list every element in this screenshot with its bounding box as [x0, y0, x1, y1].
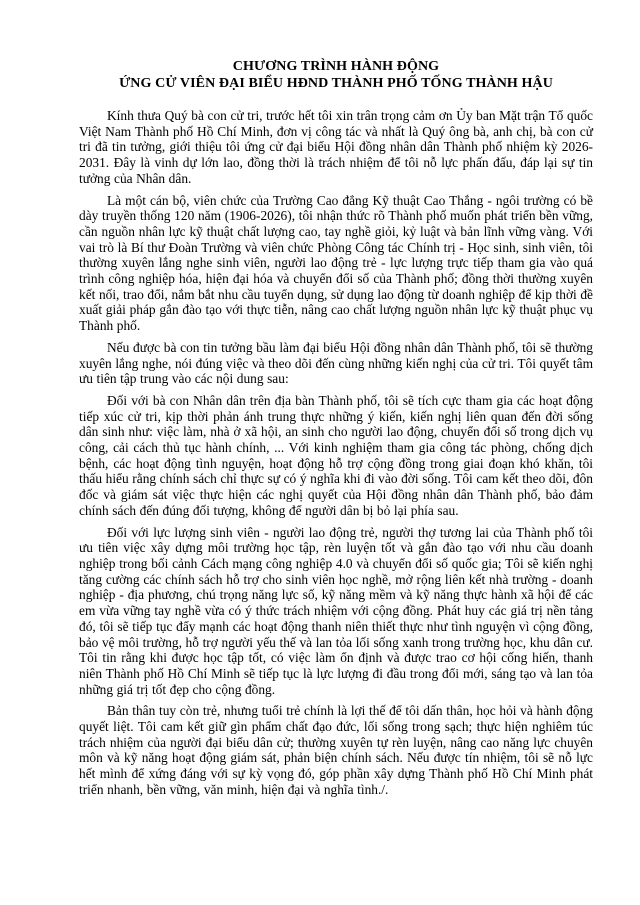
paragraph-citizens: Đối với bà con Nhân dân trên địa bàn Thành phố, tôi sẽ tích cực tham gia các hoạt động tiếp xúc cử tri, kịp thời phản ánh trung thực những ý kiến, kiến nghị liên quan đến đời sống dân sinh như: việc làm, nhà ở xã hội, an sinh cho người lao động, chuyển đổi số trong dịch vụ công, cải cách thủ tục hành chính, ... Với kinh nghiệm tham gia công tác phòng, chống dịch bệnh, các hoạt động tình nguyện, hoạt động hỗ trợ cộng đồng trong giai đoạn khó khăn, tôi thấu hiểu rằng chính sách chỉ thực sự có ý nghĩa khi đi vào đời sống. Tôi cam kết theo dõi, đôn đốc và giám sát việc thực hiện các nghị quyết của Hội đồng nhân dân Thành phố, bảo đảm chính sách đến đúng đối tượng, không để người dân bị bỏ lại phía sau. [79, 392, 593, 518]
document-title [79, 58, 593, 92]
paragraph-closing: Bản thân tuy còn trẻ, nhưng tuổi trẻ chính là lợi thế để tôi dấn thân, học hỏi và hành động quyết liệt. Tôi cam kết giữ gìn phẩm chất đạo đức, lối sống trong sạch; thực hiện nghiêm túc trách nhiệm của người đại biểu dân cử; thường xuyên tự rèn luyện, nâng cao năng lực chuyên môn và kỹ năng hoạt động giám sát, phản biện chính sách. Nếu được tín nhiệm, tôi sẽ nỗ lực hết mình để xứng đáng với sự kỳ vọng đó, góp phần xây dựng Thành phố Hồ Chí Minh phát triển nhanh, bền vững, văn minh, hiện đại và nghĩa tình./. [79, 703, 593, 797]
title-line-2: ỨNG CỬ VIÊN ĐẠI BIỂU HĐND THÀNH PHỐ TỐNG THÀNH HẬU [119, 76, 553, 91]
paragraph-greeting: Kính thưa Quý bà con cử tri, trước hết tôi xin trân trọng cảm ơn Ủy ban Mặt trận Tổ quốc Việt Nam Thành phố Hồ Chí Minh, đơn vị công tác và nhất là Quý ông bà, anh chị, bà con cử tri đã tin tưởng, giới thiệu tôi ứng cử đại biểu Hội đồng nhân dân Thành phố nhiệm kỳ 2026-2031. Đây là vinh dự lớn lao, đồng thời là trách nhiệm để tôi nỗ lực phấn đấu, đáp lại sự tin tưởng của Nhân dân. [79, 108, 593, 186]
paragraph-background: Là một cán bộ, viên chức của Trường Cao đẳng Kỹ thuật Cao Thắng - ngôi trường có bề dày truyền thống 120 năm (1906-2026), tôi nhận thức rõ Thành phố muốn phát triển bền vững, cần nguồn nhân lực kỹ thuật chất lượng cao, tay nghề giỏi, kỷ luật và bản lĩnh vững vàng. Với vai trò là Bí thư Đoàn Trường và viên chức Phòng Công tác Chính trị - Học sinh, sinh viên, tôi thường xuyên lắng nghe sinh viên, người lao động trẻ - lực lượng trực tiếp tham gia vào quá trình công nghiệp hóa, hiện đại hóa và chuyển đổi số của Thành phố; đồng thời thường xuyên kết nối, trao đổi, nắm bắt nhu cầu tuyển dụng, sử dụng lao động từ doanh nghiệp để kịp thời đề xuất giải pháp gắn đào tạo với thực tiễn, nâng cao chất lượng nguồn nhân lực kỹ thuật phục vụ Thành phố. [79, 192, 593, 334]
document-body [79, 108, 593, 798]
paragraph-commitment-intro: Nếu được bà con tin tưởng bầu làm đại biểu Hội đồng nhân dân Thành phố, tôi sẽ thường xuyên lắng nghe, nói đúng việc và theo dõi đến cùng những kiến nghị của cử tri. Tôi quyết tâm ưu tiên tập trung vào các nội dung sau: [79, 339, 593, 387]
paragraph-students-workers: Đối với lực lượng sinh viên - người lao động trẻ, người thợ tương lai của Thành phố tôi ưu tiên việc xây dựng môi trường học tập, rèn luyện tốt và gắn đào tạo với nhu cầu doanh nghiệp trong bối cảnh Cách mạng công nghiệp 4.0 và chuyển đổi số quốc gia; Tôi sẽ kiến nghị tăng cường các chính sách hỗ trợ cho sinh viên học nghề, mở rộng liên kết nhà trường - doanh nghiệp - địa phương, chú trọng năng lực số, kỹ năng mềm và kỹ năng thực hành xã hội để các em vừa vững tay nghề vừa có ý thức trách nhiệm với cộng đồng. Phát huy các giá trị nền tảng đó, tôi sẽ tiếp tục đẩy mạnh các hoạt động thanh niên thiết thực như tình nguyện vì cộng đồng, bảo vệ môi trường, hỗ trợ người yếu thế và lan tỏa lối sống xanh trong trường học, khu dân cư. Tôi tin rằng khi được học tập tốt, có việc làm ổn định và được trao cơ hội cống hiến, thanh niên Thành phố Hồ Chí Minh sẽ tiếp tục là lực lượng đi đầu trong đổi mới, sáng tạo và lan tỏa những giá trị tốt đẹp cho cộng đồng. [79, 524, 593, 697]
title-line-1: CHƯƠNG TRÌNH HÀNH ĐỘNG [232, 59, 440, 74]
